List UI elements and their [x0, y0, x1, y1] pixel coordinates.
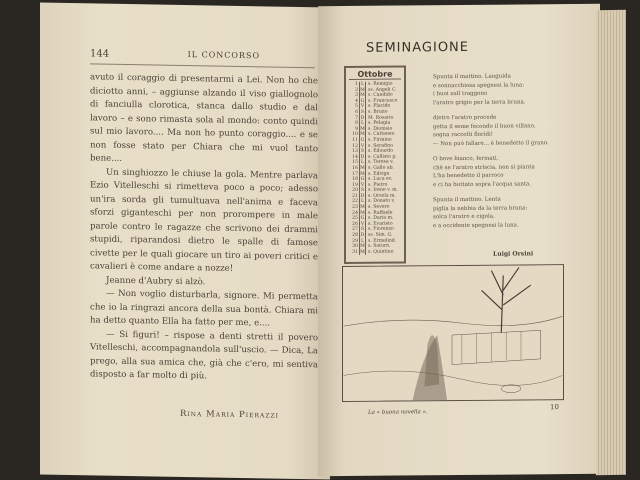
paragraph: avuto il coraggio di presentarmi a Lei. Non ho che diciotto anni, – aggiunse alzando il viso giallognolo di fanciulla clorotica, stanca dallo studio e dal lavoro – e sono rimasta sola al mondo: conto quindi sul mio lavoro.... Ma non ho punto coraggio.... e se non fosse stato per Chiara che mi vuol tanto bene....: [90, 72, 318, 164]
calendar-month: Ottobre: [349, 70, 401, 80]
weekday: D: [360, 154, 365, 160]
poem-line: e a occidente spegnesi la luna.: [433, 221, 519, 229]
saint-name: M. Rosario: [368, 115, 394, 121]
day-number: 26: [352, 221, 358, 227]
day-number: 5: [355, 104, 358, 110]
poem-line: sogna raccolti floridi!: [433, 131, 493, 139]
paragraph: Un singhiozzo le chiuse la gola. Mentre parlava Ezio Vitelleschi si rimetteva poco a poco; adesso un'ira sorda gli tumultuava nell'anima e faceva sforzi giganteschi per non prorompere in male parole contro le ragazze che scrivono dei drammi stupidi, riparandosi dietro le spalle di famose civette per le quali giocare un tiro ai poveri critici e cavalieri è come andare a nozze!: [90, 167, 318, 274]
weekday: M: [360, 210, 365, 216]
saint-name: s. Donato v.: [368, 199, 396, 205]
weekday: S: [360, 227, 365, 233]
page-number: 144: [90, 48, 110, 60]
weekday: M: [360, 93, 365, 99]
day-number: 18: [352, 176, 358, 183]
day-number: 15: [352, 160, 358, 166]
running-header: [90, 48, 315, 68]
saint-name: s. Teresa v.: [368, 159, 394, 166]
weekday: M: [360, 126, 365, 132]
day-number: 8: [355, 121, 358, 127]
saint-name: ss. Sim. G.: [368, 232, 393, 238]
running-title: IL CONCORSO: [187, 50, 260, 61]
weekday: D: [360, 115, 365, 121]
day-number: 11: [352, 137, 358, 143]
weekday: S: [360, 109, 365, 115]
saint-name: s. Orsola m.: [368, 193, 396, 199]
weekday: M: [360, 204, 365, 210]
poem-line: Spunta il mattino. Languida: [433, 73, 511, 81]
poem-line: piglia la nebbia da la terra bruna:: [433, 204, 528, 212]
saint-name: s. Firmino: [368, 137, 392, 143]
weekday: V: [360, 182, 365, 188]
day-number: 31: [352, 249, 358, 255]
day-number: 6: [355, 109, 358, 115]
calendar-row: [349, 249, 401, 255]
saint-name: s. Gallo ab.: [368, 165, 394, 171]
poem-line: dietro l'aratro procede: [433, 114, 497, 122]
day-number: 19: [352, 182, 358, 188]
day-number: 1: [355, 81, 358, 87]
weekday: G: [360, 176, 365, 182]
day-number: 3: [355, 93, 358, 99]
saint-name: s. Serafino: [368, 143, 393, 149]
poem-stanza: [433, 113, 549, 148]
poem-line: Spunta il mattino. Lenta: [433, 196, 501, 204]
saint-name: s. Evaristo: [368, 221, 393, 227]
weekday: L: [360, 120, 365, 127]
saint-name: s. Callisto p.: [368, 154, 397, 160]
poem-line: i buoi sull traggono: [433, 90, 488, 98]
day-number: 30: [352, 244, 358, 250]
day-number: 27: [352, 227, 358, 233]
weekday: M: [360, 244, 365, 250]
saint-name: s. Francesco: [368, 98, 398, 104]
saint-name: s. Bruno: [368, 109, 388, 115]
saint-name: s. Saturn.: [368, 243, 391, 250]
poem-line: — Non può fallare... è benedetto il grano.: [433, 139, 549, 147]
day-number: 28: [352, 232, 358, 238]
weekday: G: [360, 137, 365, 143]
weekday: M: [360, 165, 365, 171]
day-number: 4: [355, 98, 358, 104]
day-number: 16: [352, 165, 358, 171]
poem-stanza: [433, 154, 549, 189]
page-title: SEMINAGIONE: [366, 39, 469, 56]
weekday: V: [360, 143, 365, 149]
saint-name: s. Severo: [368, 204, 390, 210]
poem-line: L'ha benedetto il parroco: [433, 172, 504, 180]
saint-name: s. Dionisio: [368, 126, 393, 132]
body-text: [90, 71, 318, 385]
day-number: 9: [355, 126, 358, 132]
weekday: M: [360, 87, 365, 93]
poem-line: e sonnacchiosa spegnesi la luna:: [433, 81, 525, 89]
weekday: V: [360, 221, 365, 227]
saint-name: s. Luca ev.: [368, 176, 393, 182]
weekday: L: [360, 81, 365, 87]
author-signature: Rina Maria Pierazzi: [180, 408, 280, 421]
day-number: 24: [352, 210, 358, 216]
illustration-caption: La « buona novella ».: [368, 409, 428, 416]
weekday: L: [360, 238, 365, 244]
day-number: 20: [352, 188, 358, 194]
page-number: 10: [550, 403, 559, 412]
saint-name: s. Fiorenzo: [368, 227, 394, 233]
weekday: D: [360, 193, 365, 199]
saint-name: s. Candido: [368, 92, 393, 98]
paragraph: Jeanne d'Aubry si alzò.: [106, 275, 206, 287]
saint-name: s. Irene v. m.: [368, 187, 398, 194]
saint-name: s. Placido: [368, 103, 391, 110]
weekday: M: [360, 171, 365, 177]
poem-line: O bove bianco, fermati,: [433, 155, 499, 163]
right-page: [318, 4, 600, 476]
poem-line: l'aratro grigio per la terra bruna.: [433, 98, 526, 106]
weekday: M: [360, 249, 365, 255]
saint-name: s. Pietro: [368, 182, 388, 188]
weekday: V: [360, 104, 365, 110]
saint-name: ss. Angeli C.: [368, 87, 397, 93]
day-number: 21: [352, 193, 358, 199]
weekday: D: [360, 232, 365, 238]
poem-stanza: [433, 195, 549, 230]
poem-line: chè se l'aratro striscia, non si pianta: [433, 163, 535, 171]
saint-name: s. Cattaneo: [368, 131, 395, 138]
poem-line: solca l'aratro e cigola,: [433, 213, 495, 221]
day-number: 17: [352, 171, 358, 177]
poem-line: getta il seme fecondo il buon villano,: [433, 122, 536, 130]
poem-line: e ci ha buttato sopra l'acqua santa.: [433, 180, 532, 188]
illustration-field-sketch: [342, 264, 564, 402]
saint-name: s. Ermelind.: [368, 238, 397, 244]
day-number: 13: [352, 149, 358, 155]
saint-name: s. Edoardo: [368, 148, 393, 154]
paragraph: — Si figuri! – rispose a denti stretti il povero Vitelleschi, accompagnandola sull'uscio. — Dica, La prego, alla sua amica che, già che c'ero, mi sentiva disposto a far molto di più.: [90, 329, 318, 382]
weekday: L: [360, 199, 365, 205]
weekday: S: [360, 148, 365, 154]
weekday: L: [360, 160, 365, 166]
poem: [433, 72, 549, 237]
day-number: 12: [352, 143, 358, 149]
left-page: [40, 2, 330, 479]
weekday: S: [360, 188, 365, 194]
calendar: [344, 65, 406, 264]
day-number: 22: [352, 199, 358, 205]
day-number: 7: [355, 115, 358, 121]
day-number: 23: [352, 204, 358, 210]
poem-stanza: [433, 72, 549, 107]
poem-author: Luigi Orsini: [493, 250, 534, 258]
paragraph: — Non voglio disturbarla, signore. Mi permetta che io la ringrazi ancora della sua bontà. Chiara mi ha detto quanto Ella ha fatto per me, e....: [90, 288, 318, 329]
saint-name: s. Pelagia: [368, 120, 391, 126]
day-number: 10: [352, 132, 358, 138]
weekday: G: [360, 216, 365, 222]
day-number: 2: [355, 87, 358, 93]
calendar-rows: [349, 82, 401, 256]
saint-name: s. Edvige: [368, 171, 390, 177]
day-number: 25: [352, 216, 358, 222]
day-number: 14: [352, 154, 358, 160]
weekday: M: [360, 132, 365, 138]
weekday: G: [360, 98, 365, 104]
saint-name: s. Raffaele: [368, 210, 393, 216]
day-number: 29: [352, 238, 358, 244]
saint-name: s. Remigio: [368, 81, 393, 87]
saint-name: s. Quintino: [368, 249, 394, 255]
page-edges: [596, 10, 626, 476]
saint-name: s. Daria m.: [368, 215, 394, 222]
